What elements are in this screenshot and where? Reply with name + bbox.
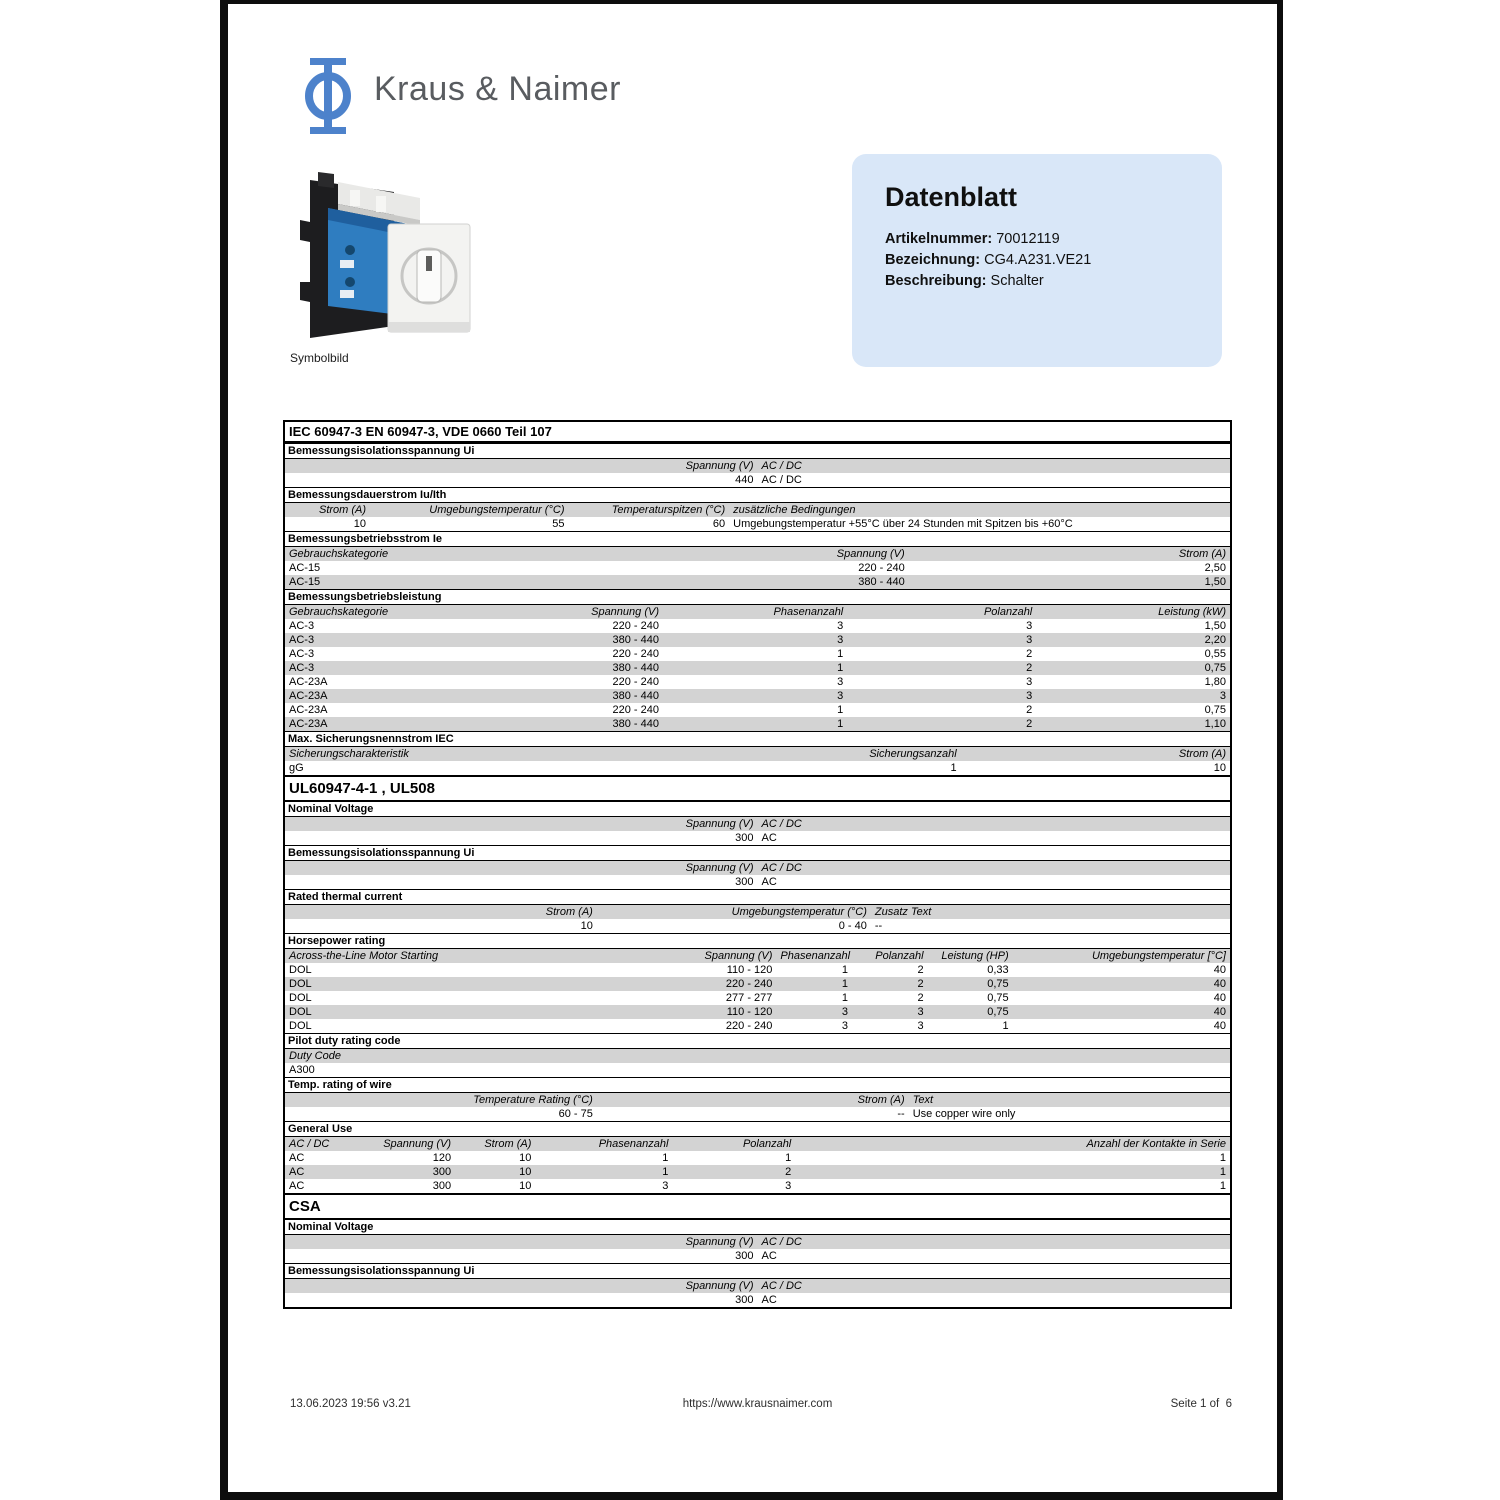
- table-cell: DOL: [289, 992, 312, 1004]
- table-row: [285, 717, 1230, 731]
- brand-name: Kraus & Naimer: [374, 70, 621, 108]
- column-header-cell: AC / DC: [289, 1138, 330, 1150]
- section-header: Rated thermal current: [285, 889, 1230, 905]
- table-cell: 380 - 440: [858, 576, 905, 588]
- table-cell: 40: [1213, 992, 1226, 1004]
- table-cell: 1,50: [1204, 576, 1226, 588]
- column-header-row: [285, 459, 1230, 473]
- table-cell: 0 - 40: [838, 920, 867, 932]
- table-cell: 3: [1026, 634, 1033, 646]
- column-header-cell: Spannung (V): [383, 1138, 452, 1150]
- column-header-cell: Zusatz Text: [874, 906, 932, 918]
- section-header: Temp. rating of wire: [285, 1077, 1230, 1093]
- column-header-row: [285, 1137, 1230, 1151]
- table-cell: 0,55: [1204, 648, 1226, 660]
- table-row: [285, 647, 1230, 661]
- table-cell: 380 - 440: [612, 718, 659, 730]
- article-number-value: 70012119: [996, 231, 1060, 247]
- table-cell: 10: [519, 1166, 532, 1178]
- table-cell: 10: [353, 518, 367, 530]
- table-row: [285, 1019, 1230, 1033]
- table-cell: 1: [837, 718, 844, 730]
- table-cell: 60 - 75: [558, 1108, 593, 1120]
- table-cell: AC-23A: [289, 690, 328, 702]
- column-header-cell: Polanzahl: [875, 950, 924, 962]
- column-header-cell: Duty Code: [289, 1050, 341, 1062]
- table-cell: 3: [1026, 690, 1033, 702]
- section-header: Nominal Voltage: [285, 801, 1230, 817]
- column-header-cell: Spannung (V): [685, 818, 754, 830]
- table-cell: 1: [841, 978, 848, 990]
- table-cell: Umgebungstemperatur +55°C über 24 Stunden mit Spitzen bis +60°C: [733, 518, 1073, 530]
- section-header: Horsepower rating: [285, 933, 1230, 949]
- column-header-cell: Spannung (V): [836, 548, 905, 560]
- table-cell: 2: [1026, 704, 1033, 716]
- table-row: [285, 963, 1230, 977]
- table-cell: AC: [761, 876, 777, 888]
- table-cell: 3: [841, 1006, 848, 1018]
- table-cell: 2: [1026, 662, 1033, 674]
- column-header-row: [285, 503, 1230, 517]
- table-row: [285, 1249, 1230, 1263]
- column-header-cell: Umgebungstemperatur (°C): [429, 504, 565, 516]
- table-cell: DOL: [289, 964, 312, 976]
- column-header-cell: Gebrauchskategorie: [289, 606, 389, 618]
- table-cell: 3: [917, 1006, 924, 1018]
- table-cell: 300: [432, 1166, 452, 1178]
- column-header-row: [285, 747, 1230, 761]
- table-row: [285, 633, 1230, 647]
- table-cell: 2: [917, 964, 924, 976]
- table-cell: 1: [837, 704, 844, 716]
- table-cell: AC: [289, 1180, 305, 1192]
- table-row: [285, 619, 1230, 633]
- table-row: [285, 761, 1230, 775]
- info-card: [852, 154, 1222, 367]
- table-row: [285, 1293, 1230, 1307]
- table-cell: 60: [712, 518, 726, 530]
- product-image: [298, 164, 476, 355]
- table-cell: 3: [785, 1180, 792, 1192]
- table-cell: 40: [1213, 964, 1226, 976]
- table-cell: AC: [761, 1250, 777, 1262]
- table-row: [285, 919, 1230, 933]
- table-cell: 380 - 440: [612, 634, 659, 646]
- table-cell: AC: [761, 832, 777, 844]
- column-header-cell: Phasenanzahl: [780, 950, 851, 962]
- table-cell: 3: [662, 1180, 669, 1192]
- table-cell: gG: [289, 762, 304, 774]
- table-cell: 110 - 120: [726, 964, 773, 976]
- column-header-cell: Polanzahl: [742, 1138, 792, 1150]
- table-cell: 40: [1213, 978, 1226, 990]
- table-cell: AC-23A: [289, 718, 328, 730]
- description-field: [885, 271, 1222, 292]
- column-header-cell: Strom (A): [1178, 548, 1226, 560]
- table-cell: 0,33: [987, 964, 1009, 976]
- standard-group-header: IEC 60947-3 EN 60947-3, VDE 0660 Teil 107: [285, 422, 1230, 443]
- column-header-cell: Text: [912, 1094, 934, 1106]
- column-header-cell: Spannung (V): [685, 1236, 754, 1248]
- table-cell: 220 - 240: [725, 1020, 773, 1032]
- section-header: Bemessungsisolationsspannung Ui: [285, 1263, 1230, 1279]
- table-cell: A300: [289, 1064, 315, 1076]
- table-cell: AC-15: [289, 562, 321, 574]
- table-row: [285, 1063, 1230, 1077]
- table-cell: 220 - 240: [612, 620, 659, 632]
- column-header-cell: Strom (A): [545, 906, 593, 918]
- table-row: [285, 575, 1230, 589]
- table-row: [285, 1165, 1230, 1179]
- column-header-cell: Umgebungstemperatur [°C]: [1091, 950, 1226, 962]
- column-header-row: [285, 1093, 1230, 1107]
- footer-url: https://www.krausnaimer.com: [682, 1398, 833, 1410]
- page-footer: [283, 1398, 1232, 1412]
- column-header-cell: Spannung (V): [591, 606, 659, 618]
- table-cell: AC-23A: [289, 704, 328, 716]
- column-header-cell: Strom (A): [857, 1094, 905, 1106]
- table-cell: 1: [950, 762, 957, 774]
- table-cell: AC: [289, 1166, 305, 1178]
- table-cell: AC-3: [289, 634, 315, 646]
- table-cell: 1: [1002, 1020, 1009, 1032]
- table-cell: 2: [1026, 718, 1033, 730]
- table-cell: 0,75: [987, 992, 1009, 1004]
- section-header: Nominal Voltage: [285, 1219, 1230, 1235]
- column-header-cell: Temperaturspitzen (°C): [611, 504, 726, 516]
- table-cell: 2: [917, 992, 924, 1004]
- section-header: Bemessungsbetriebsleistung: [285, 589, 1230, 605]
- table-cell: 300: [735, 832, 754, 844]
- table-cell: 440: [735, 474, 754, 486]
- column-header-cell: Leistung (kW): [1158, 606, 1226, 618]
- table-cell: 0,75: [987, 978, 1009, 990]
- table-cell: 1: [662, 1166, 669, 1178]
- column-header-cell: Strom (A): [484, 1138, 532, 1150]
- column-header-cell: Across-the-Line Motor Starting: [289, 950, 439, 962]
- table-cell: AC-15: [289, 576, 321, 588]
- column-header-cell: AC / DC: [761, 1280, 802, 1292]
- column-header-cell: Spannung (V): [685, 460, 754, 472]
- ratings-table: [283, 420, 1232, 1309]
- table-cell: 300: [735, 876, 754, 888]
- column-header-cell: Anzahl der Kontakte in Serie: [1086, 1138, 1226, 1150]
- table-cell: 2: [1026, 648, 1033, 660]
- column-header-row: [285, 605, 1230, 619]
- table-cell: 220 - 240: [612, 648, 659, 660]
- table-cell: AC: [761, 1294, 777, 1306]
- table-cell: 220 - 240: [858, 562, 905, 574]
- table-cell: 10: [1213, 762, 1226, 774]
- description-label: Beschreibung:: [885, 273, 987, 289]
- table-cell: 110 - 120: [726, 1006, 773, 1018]
- table-cell: 277 - 277: [725, 992, 773, 1004]
- column-header-cell: AC / DC: [761, 862, 802, 874]
- article-number-label: Artikelnummer:: [885, 231, 993, 247]
- column-header-cell: Phasenanzahl: [773, 606, 844, 618]
- section-header: Bemessungsisolationsspannung Ui: [285, 845, 1230, 861]
- designation-field: [885, 250, 1222, 271]
- table-cell: DOL: [289, 1020, 312, 1032]
- table-cell: 1,10: [1204, 718, 1226, 730]
- table-row: [285, 991, 1230, 1005]
- table-row: [285, 661, 1230, 675]
- table-cell: AC-3: [289, 620, 315, 632]
- table-row: [285, 831, 1230, 845]
- table-cell: 40: [1213, 1020, 1226, 1032]
- table-cell: AC-3: [289, 662, 315, 674]
- column-header-cell: Umgebungstemperatur (°C): [731, 906, 867, 918]
- column-header-cell: Sicherungscharakteristik: [289, 748, 409, 760]
- column-header-cell: Temperature Rating (°C): [473, 1094, 593, 1106]
- table-cell: 2: [917, 978, 924, 990]
- table-cell: 1: [1219, 1166, 1226, 1178]
- table-cell: 380 - 440: [612, 690, 659, 702]
- symbol-image-caption: Symbolbild: [290, 351, 349, 365]
- table-cell: 10: [519, 1152, 532, 1164]
- column-header-cell: Strom (A): [318, 504, 367, 516]
- footer-date-version: 13.06.2023 19:56 v3.21: [290, 1398, 411, 1410]
- table-cell: 3: [917, 1020, 924, 1032]
- column-header-cell: Spannung (V): [704, 950, 773, 962]
- section-header: Max. Sicherungsnennstrom IEC: [285, 731, 1230, 747]
- column-header-cell: Spannung (V): [685, 1280, 754, 1292]
- footer-page-number: Seite 1 of 6: [1170, 1398, 1232, 1410]
- table-cell: 220 - 240: [612, 676, 659, 688]
- section-header: Bemessungsdauerstrom Iu/Ith: [285, 487, 1230, 503]
- column-header-cell: Spannung (V): [685, 862, 754, 874]
- table-cell: 2: [785, 1166, 792, 1178]
- table-row: [285, 517, 1230, 531]
- table-cell: AC-3: [289, 648, 315, 660]
- table-cell: 0,75: [987, 1006, 1009, 1018]
- column-header-cell: Sicherungsanzahl: [869, 748, 957, 760]
- table-cell: DOL: [289, 1006, 312, 1018]
- table-cell: 3: [837, 676, 844, 688]
- section-header: General Use: [285, 1121, 1230, 1137]
- table-cell: DOL: [289, 978, 312, 990]
- table-cell: 3: [837, 690, 844, 702]
- standard-group-header: UL60947-4-1 , UL508: [285, 775, 1230, 801]
- table-cell: 1,50: [1204, 620, 1226, 632]
- table-cell: 1: [1219, 1152, 1226, 1164]
- table-row: [285, 1179, 1230, 1193]
- table-cell: 0,75: [1204, 662, 1226, 674]
- table-cell: --: [897, 1108, 905, 1120]
- table-cell: 220 - 240: [725, 978, 773, 990]
- table-row: [285, 1107, 1230, 1121]
- standard-group-header: CSA: [285, 1193, 1230, 1219]
- table-cell: 3: [841, 1020, 848, 1032]
- table-cell: 3: [837, 620, 844, 632]
- table-cell: 3: [837, 634, 844, 646]
- table-cell: 2,50: [1204, 562, 1226, 574]
- table-cell: 1: [785, 1152, 792, 1164]
- table-cell: AC: [289, 1152, 305, 1164]
- column-header-row: [285, 861, 1230, 875]
- table-cell: 300: [735, 1294, 754, 1306]
- column-header-row: [285, 905, 1230, 919]
- table-cell: Use copper wire only: [912, 1108, 1016, 1120]
- table-cell: 1,80: [1204, 676, 1226, 688]
- column-header-cell: zusätzliche Bedingungen: [733, 504, 856, 516]
- table-row: [285, 561, 1230, 575]
- table-cell: AC / DC: [761, 474, 802, 486]
- table-cell: 120: [432, 1152, 452, 1164]
- table-cell: 300: [432, 1180, 452, 1192]
- table-cell: 1: [837, 662, 844, 674]
- table-row: [285, 1151, 1230, 1165]
- table-cell: 220 - 240: [612, 704, 659, 716]
- table-cell: 10: [519, 1180, 532, 1192]
- table-cell: 10: [580, 920, 593, 932]
- column-header-row: [285, 1279, 1230, 1293]
- table-cell: 380 - 440: [612, 662, 659, 674]
- table-row: [285, 675, 1230, 689]
- column-header-cell: AC / DC: [761, 1236, 802, 1248]
- column-header-cell: AC / DC: [761, 818, 802, 830]
- column-header-row: [285, 1049, 1230, 1063]
- description-value: Schalter: [990, 273, 1044, 289]
- table-cell: --: [874, 920, 883, 932]
- table-cell: 1: [837, 648, 844, 660]
- table-cell: 300: [735, 1250, 754, 1262]
- column-header-row: [285, 949, 1230, 963]
- column-header-cell: Leistung (HP): [941, 950, 1009, 962]
- section-header: Bemessungsisolationsspannung Ui: [285, 443, 1230, 459]
- table-cell: 3: [1026, 676, 1033, 688]
- designation-value: CG4.A231.VE21: [984, 252, 1092, 268]
- table-cell: 40: [1213, 1006, 1226, 1018]
- kraus-naimer-phi-logo-icon: [298, 56, 358, 141]
- table-row: [285, 473, 1230, 487]
- column-header-cell: Phasenanzahl: [598, 1138, 669, 1150]
- column-header-cell: AC / DC: [761, 460, 802, 472]
- table-cell: AC-23A: [289, 676, 328, 688]
- table-row: [285, 689, 1230, 703]
- table-cell: 1: [1219, 1180, 1226, 1192]
- column-header-row: [285, 1235, 1230, 1249]
- table-cell: 3: [1219, 690, 1226, 702]
- table-row: [285, 1005, 1230, 1019]
- column-header-cell: Strom (A): [1178, 748, 1226, 760]
- table-cell: 1: [662, 1152, 669, 1164]
- column-header-row: [285, 817, 1230, 831]
- table-cell: 55: [552, 518, 565, 530]
- table-cell: 0,75: [1204, 704, 1226, 716]
- section-header: Bemessungsbetriebsstrom Ie: [285, 531, 1230, 547]
- column-header-row: [285, 547, 1230, 561]
- table-cell: 1: [841, 964, 848, 976]
- column-header-cell: Polanzahl: [983, 606, 1033, 618]
- table-cell: 3: [1026, 620, 1033, 632]
- table-cell: 1: [841, 992, 848, 1004]
- section-header: Pilot duty rating code: [285, 1033, 1230, 1049]
- datasheet-title: Datenblatt: [885, 182, 1018, 212]
- table-row: [285, 977, 1230, 991]
- designation-label: Bezeichnung:: [885, 252, 981, 268]
- column-header-cell: Gebrauchskategorie: [289, 548, 389, 560]
- article-number-field: [885, 229, 1222, 250]
- table-row: [285, 875, 1230, 889]
- table-row: [285, 703, 1230, 717]
- table-cell: 2,20: [1204, 634, 1226, 646]
